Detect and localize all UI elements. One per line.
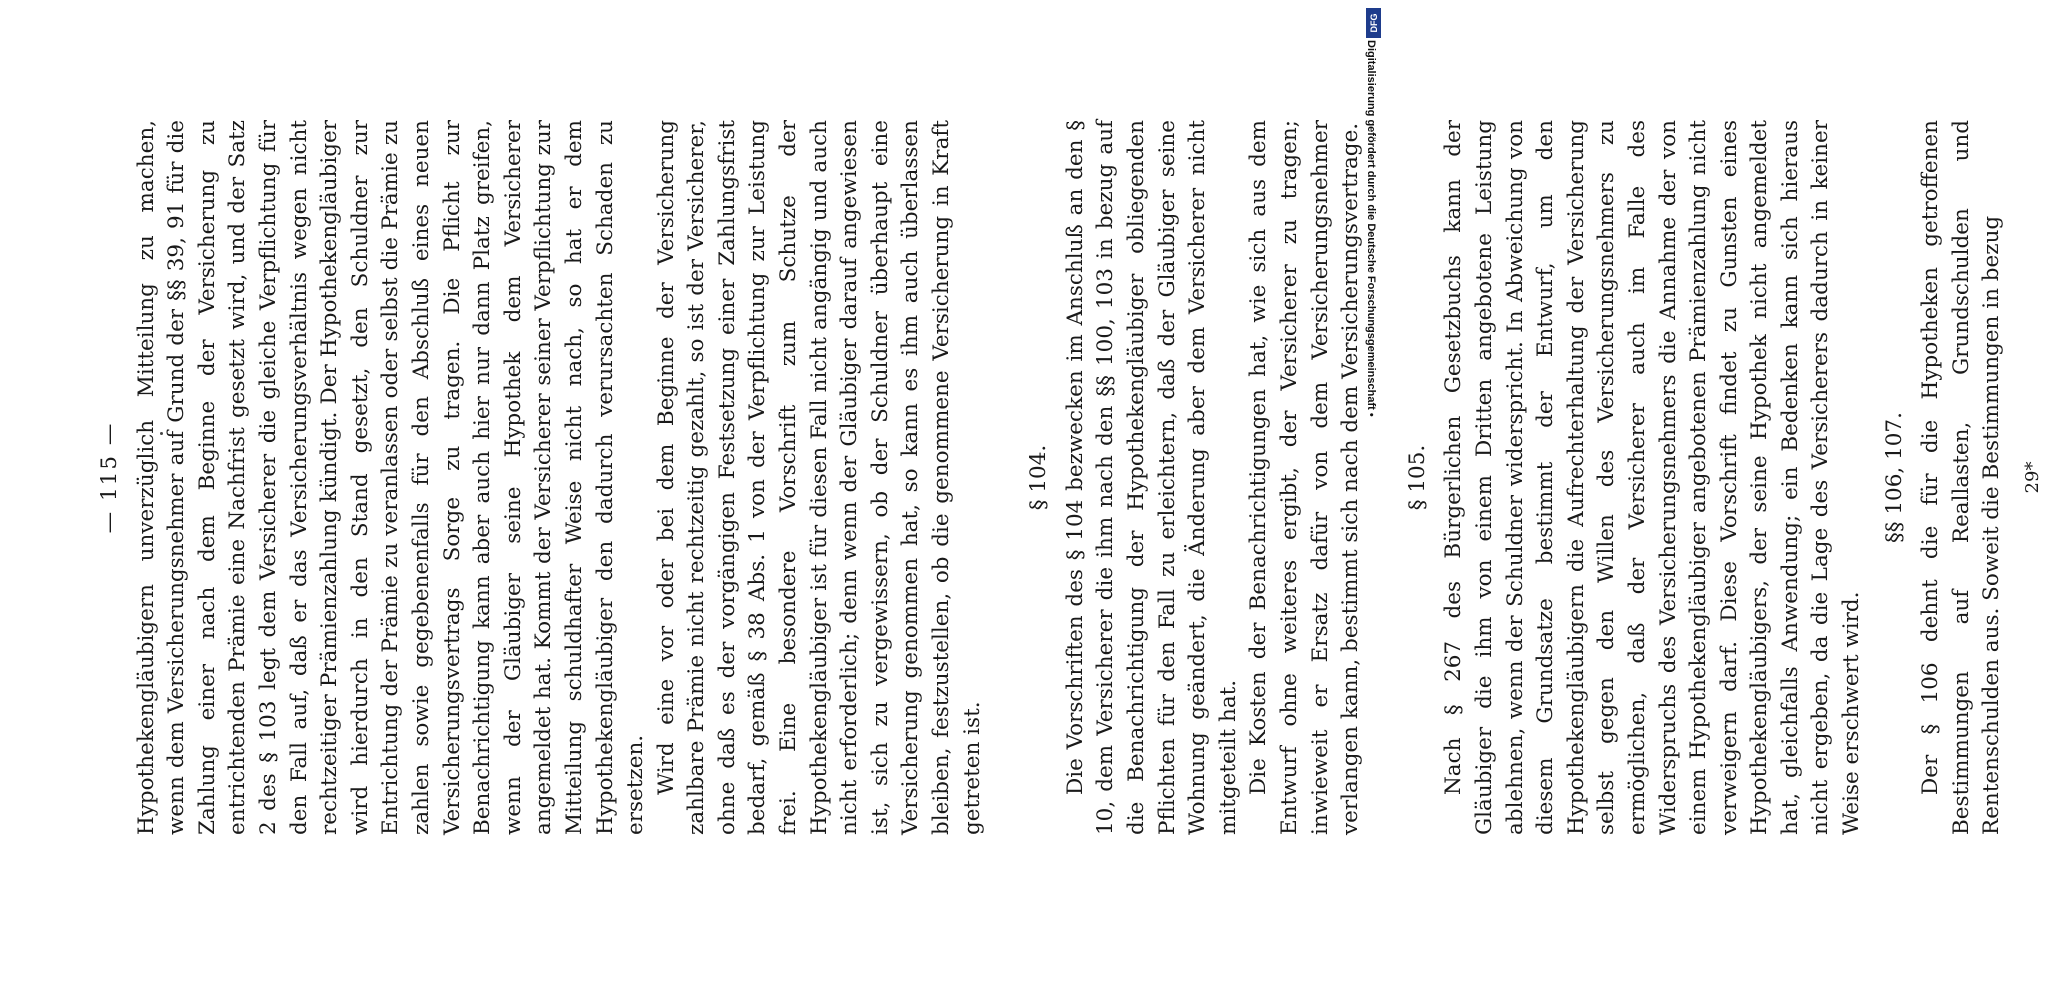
paragraph: Der § 106 dehnt die für die Hypotheken getroffenen Bestimmungen auf Reallasten, Grundschulden und Rentenschulden aus. Soweit die Bestimmungen in bezug (1918, 120, 2005, 835)
section-heading: § 104. (1026, 444, 1052, 511)
paragraph: Die Vorschriften des § 104 bezwecken im Anschluß an den § 10, dem Versicherer die ihm nach den §§ 100, 103 in bezug auf die Benachrichtigung der Hypothekengläubiger obliegenden Pflichten für den Fall zu erleichtern, daß der Gläubiger seine Wohnung geändert, die Änderung aber dem Versicherer nicht mitgeteilt hat. (1062, 120, 1241, 835)
dfg-credit-text: Digitalisierung gefördert durch die Deutsche Forschungsgemeinschaft • (1365, 40, 1377, 417)
page-number-header: — 115 — (97, 421, 122, 534)
section-heading: §§ 106, 107. (1881, 412, 1907, 543)
paragraph: Hypothekengläubigern unverzüglich Mitteilung zu machen, wenn dem Versicherungsnehmer auf Grund der §§ 39, 91 für die Zahlung einer nach dem Beginne der Versicherung zu entrichtenden Prämie eine Nachfrist gesetzt wird, und der Satz 2 des § 103 legt dem Versicherer die gleiche Verpflichtung für den Fall auf, daß er das Versicherungsverhältnis wegen nicht rechtzeitiger Prämienzahlung kündigt. Der Hypothekengläubiger wird hierdurch in den Stand gesetzt, den Schuldner zur Entrichtung der Prämie zu veranlassen oder selbst die Prämie zu zahlen sowie gegebenenfalls für den Abschluß eines neuen Versicherungsvertrags Sorge zu tragen. Die Pflicht zur Benachrichtigung kann aber auch hier nur dann Platz greifen, wenn der Gläubiger seine Hypothek dem Versicherer angemeldet hat. Kommt der Versicherer seiner Verpflichtung zur Mitteilung schuldhafter Weise nicht nach, so hat er dem Hypothekengläubiger den dadurch verursachten Schaden zu ersetzen. (133, 120, 649, 835)
paragraph: Die Kosten der Benachrichtigungen hat, wie sich aus dem Entwurf ohne weiteres ergibt, der Versicherer zu tragen; inwieweit er Ersatz dafür von dem Versicherungsnehmer verlangen kann, bestimmt sich nach dem Versicherungsvertrage. (1246, 120, 1364, 835)
dfg-logo: DFG (1366, 8, 1381, 38)
dfg-banner (1366, 0, 1383, 1000)
paragraph: Nach § 267 des Bürgerlichen Gesetzbuchs kann der Gläubiger die ihm von einem Dritten angebotene Leistung ablehnen, wenn der Schuldner widerspricht. In Abweichung von diesem Grundsatze bestimmt der Entwurf, um den Hypothekengläubigern die Aufrechterhaltung der Versicherung selbst gegen den Willen des Versicherungsnehmers zu ermöglichen, daß der Versicherer auch im Falle des Widerspruchs des Versicherungsnehmers die Annahme der von einem Hypothekengläubiger angebotenen Prämienzahlung nicht verweigern darf. Diese Vorschrift findet zu Gunsten eines Hypothekengläubigers, der seine Hypothek nicht angemeldet hat, gleichfalls Anwendung; ein Bedenken kann sich hieraus nicht ergeben, da die Lage des Versicherers dadurch in keiner Weise erschwert wird. (1441, 120, 1865, 835)
document-body (95, 120, 2049, 835)
paragraph: Wird eine vor oder bei dem Beginne der Versicherung zahlbare Prämie nicht rechtzeitig gezahlt, so ist der Versicherer, ohne daß es der vorgängigen Festsetzung einer Zahlungsfrist bedarf, gemäß § 38 Abs. 1 von der Verpflichtung zur Leistung frei. Eine besondere Vorschrift zum Schutze der Hypothekengläubiger ist für diesen Fall nicht angängig und auch nicht erforderlich; denn wenn der Gläubiger darauf angewiesen ist, sich zu vergewissern, ob der Schuldner überhaupt eine Versicherung genommen hat, so kann es ihm auch überlassen bleiben, festzustellen, ob die genommene Versicherung in Kraft getreten ist. (653, 120, 985, 835)
signature-mark: 29* (2022, 461, 2044, 494)
section-heading: § 105. (1404, 444, 1430, 511)
